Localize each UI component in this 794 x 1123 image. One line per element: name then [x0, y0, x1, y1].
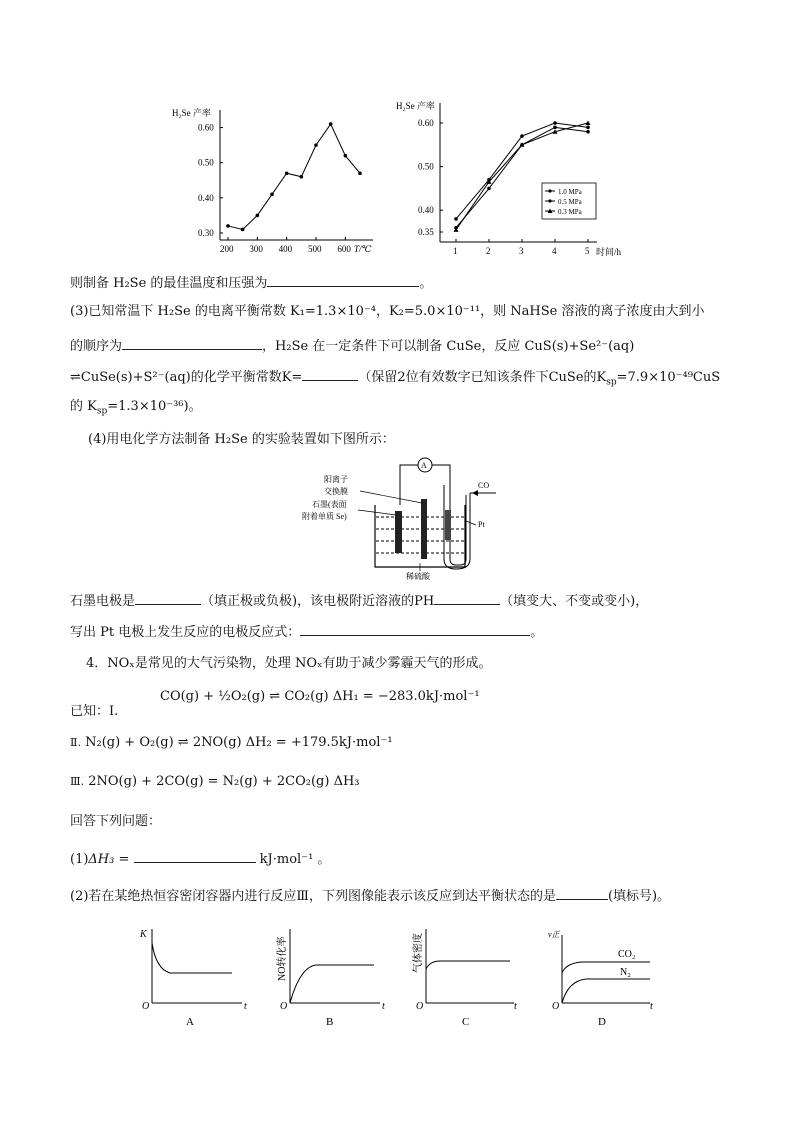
data-point — [586, 126, 590, 130]
graph-c-ylabel: 气体密度 — [413, 933, 424, 973]
text-span: 已知：Ⅰ. — [70, 704, 119, 719]
text-span: 则制备 H₂Se 的最佳温度和压强为 — [70, 276, 268, 291]
graph-b-origin: O — [280, 1001, 288, 1012]
data-point — [300, 175, 304, 179]
answer-blank[interactable] — [300, 621, 530, 636]
label-co: CO — [478, 481, 490, 490]
equation-1 — [160, 687, 754, 707]
graph-b-letter: B — [326, 1016, 334, 1028]
graph-d — [548, 930, 653, 1028]
graph-a-letter: A — [186, 1016, 194, 1028]
data-point — [329, 122, 333, 126]
data-point — [270, 193, 274, 197]
answer-blank[interactable] — [434, 590, 500, 605]
answer-blank[interactable] — [302, 366, 358, 381]
graph-c-origin: O — [416, 1001, 424, 1012]
text-span: ΔH₃ = — [88, 852, 130, 867]
answer-blank[interactable] — [134, 848, 256, 863]
data-point — [487, 187, 491, 191]
data-point — [226, 224, 230, 228]
label-graphite-1: 石墨(表面 — [312, 500, 347, 509]
answer-blank[interactable] — [122, 335, 262, 350]
graph-a — [139, 929, 247, 1028]
data-point — [586, 130, 590, 134]
answer-blank[interactable] — [556, 885, 608, 900]
y-tick-label: 0.50 — [198, 157, 214, 168]
y-tick-label: 0.60 — [418, 118, 434, 128]
graph-c-xlabel: t — [514, 1001, 517, 1012]
y-tick-label: 0.35 — [418, 227, 434, 237]
chart1-ylabel: H₂Se 产率 — [172, 108, 211, 118]
graph-d-curve-co2: CO₂ — [618, 949, 636, 960]
time-yield-chart — [392, 97, 632, 262]
answer-blank[interactable] — [135, 590, 201, 605]
text-span: CO(g) + ½O₂(g) ⇌ CO₂(g) ΔH₁ = −283.0kJ·mol⁻¹ — [160, 689, 480, 704]
data-point — [358, 171, 362, 175]
x-tick-label: 4 — [552, 246, 557, 256]
graph-d-letter: D — [598, 1016, 606, 1028]
label-membrane-2: 交换膜 — [324, 487, 348, 496]
q5-line2 — [70, 621, 754, 643]
y-tick-label: 0.40 — [198, 192, 214, 203]
graph-b — [275, 929, 385, 1028]
q3-line2 — [70, 335, 754, 357]
graph-c-letter: C — [462, 1016, 470, 1028]
answer-prompt — [70, 812, 754, 832]
graph-b-ylabel: NO转化率 — [277, 936, 288, 981]
text-span: 2NO(g) + 2CO(g) = N₂(g) + 2CO₂(g) ΔH₃ — [88, 774, 360, 789]
sub-question-1 — [70, 848, 754, 870]
x-tick-label: 600 — [337, 244, 351, 254]
x-tick-label: 200 — [220, 244, 234, 254]
chart1-xlabel: T/℃ — [354, 244, 372, 254]
text-span: (4)用电化学方法制备 H₂Se 的实验装置如下图所示： — [88, 432, 395, 447]
x-tick-label: 5 — [585, 246, 590, 256]
text-span: ，H₂Se 在一定条件下可以制备 CuSe，反应 CuS(s)+Se²⁻(aq) — [262, 339, 635, 354]
text-span: Ⅲ. — [70, 775, 85, 788]
legend-label: 1.0 MPa — [558, 188, 582, 196]
electrolysis-apparatus — [300, 455, 510, 585]
graph-a-origin: O — [142, 1001, 150, 1012]
x-tick-label: 1 — [453, 246, 458, 256]
text-span: 回答下列问题： — [70, 814, 162, 829]
label-acid: 稀硫酸 — [406, 572, 430, 581]
text-span: =1.3×10⁻³⁶)。 — [107, 399, 202, 414]
text-span: ⇌CuSe(s)+S²⁻(aq)的化学平衡常数K= — [70, 370, 303, 385]
q4-intro — [88, 430, 754, 450]
q3-line4 — [70, 397, 754, 422]
graph-a-xlabel: t — [244, 1001, 247, 1012]
text-span: (填标号)。 — [607, 889, 671, 904]
graph-d-ylabel: v正 — [548, 930, 560, 939]
graph-a-ylabel: K — [140, 929, 147, 940]
text-span: 写出 Pt 电极上发生反应的电极反应式： — [70, 625, 301, 640]
data-point — [344, 154, 348, 158]
label-pt: Pt — [478, 520, 485, 529]
text-span: sp — [606, 377, 617, 388]
data-point — [285, 171, 289, 175]
best-condition-question — [70, 272, 754, 294]
x-tick-label: 2 — [486, 246, 491, 256]
legend-marker — [548, 199, 551, 202]
text-span: (1) — [70, 852, 89, 867]
text-span: (3)已知常温下 H₂Se 的电离平衡常数 K₁=1.3×10⁻⁴，K₂=5.0×10⁻¹¹，则 NaHSe 溶液的离子浓度由大到小 — [70, 304, 705, 319]
text-span: （填变大、不变或变小)， — [500, 594, 649, 609]
chart2-xlabel: 时间/h — [596, 247, 622, 257]
data-point — [256, 214, 260, 218]
data-point — [314, 143, 318, 147]
x-tick-label: 300 — [249, 244, 263, 254]
temperature-yield-chart — [168, 100, 388, 260]
x-tick-label: 3 — [519, 246, 524, 256]
y-tick-label: 0.50 — [418, 161, 434, 172]
text-span: 4．NOₓ是常见的大气污染物，处理 NOₓ有助于减少雾霾天气的形成。 — [86, 656, 492, 671]
legend-marker — [548, 189, 551, 192]
text-span: 的顺序为 — [70, 339, 123, 354]
equation-3-row — [70, 772, 754, 792]
data-point — [520, 134, 524, 138]
q3-line1 — [70, 302, 754, 322]
text-span: （保留2位有效数字已知该条件下CuSe的K — [358, 370, 607, 385]
graph-d-curve-n2: N₂ — [620, 967, 631, 978]
text-span: 。 — [530, 625, 544, 640]
answer-blank[interactable] — [267, 272, 419, 287]
text-span: （填正极或负极)，该电极附近溶液的PH — [201, 594, 435, 609]
graph-c — [411, 929, 517, 1028]
label-graphite-2: 附着单质 Se) — [302, 512, 347, 521]
text-span: Ⅱ. — [70, 736, 81, 749]
text-span: 的 K — [70, 399, 97, 414]
ammeter-label: A — [421, 461, 427, 470]
y-tick-label: 0.60 — [198, 122, 214, 133]
q3-line3 — [70, 366, 754, 393]
chart2-legend — [542, 183, 596, 219]
graph-d-xlabel: t — [650, 1001, 653, 1012]
data-point — [553, 126, 557, 130]
equation-2-row — [70, 733, 754, 753]
data-point — [553, 121, 557, 125]
option-graphs — [130, 925, 670, 1035]
text-span: kJ·mol⁻¹ 。 — [259, 852, 331, 867]
x-tick-label: 400 — [278, 244, 293, 254]
y-tick-label: 0.40 — [418, 205, 434, 216]
y-tick-label: 0.30 — [198, 227, 214, 238]
sub-question-2 — [70, 885, 754, 907]
chart2-ylabel: H₂Se 产率 — [396, 101, 435, 111]
text-span: =7.9×10⁻⁴⁹CuS — [616, 370, 721, 385]
data-point — [586, 121, 591, 126]
x-tick-label: 500 — [308, 244, 322, 254]
legend-label: 0.3 MPa — [558, 208, 582, 216]
text-span: 石墨电极是 — [70, 594, 136, 609]
question-4 — [86, 654, 754, 674]
text-span: sp — [96, 406, 108, 417]
graph-b-xlabel: t — [382, 1001, 385, 1012]
data-point — [241, 228, 245, 232]
q5-line1 — [70, 590, 754, 612]
data-point — [454, 217, 458, 221]
text-span: 。 — [419, 276, 433, 291]
label-membrane-1: 阳离子 — [324, 475, 348, 484]
graph-d-origin: O — [552, 1001, 560, 1012]
text-span: N₂(g) + O₂(g) ⇌ 2NO(g) ΔH₂ = +179.5kJ·mol⁻¹ — [85, 735, 393, 750]
legend-label: 0.5 MPa — [558, 198, 582, 206]
text-span: (2)若在某绝热恒容密闭容器内进行反应Ⅲ，下列图像能表示该反应到达平衡状态的是 — [70, 889, 556, 904]
